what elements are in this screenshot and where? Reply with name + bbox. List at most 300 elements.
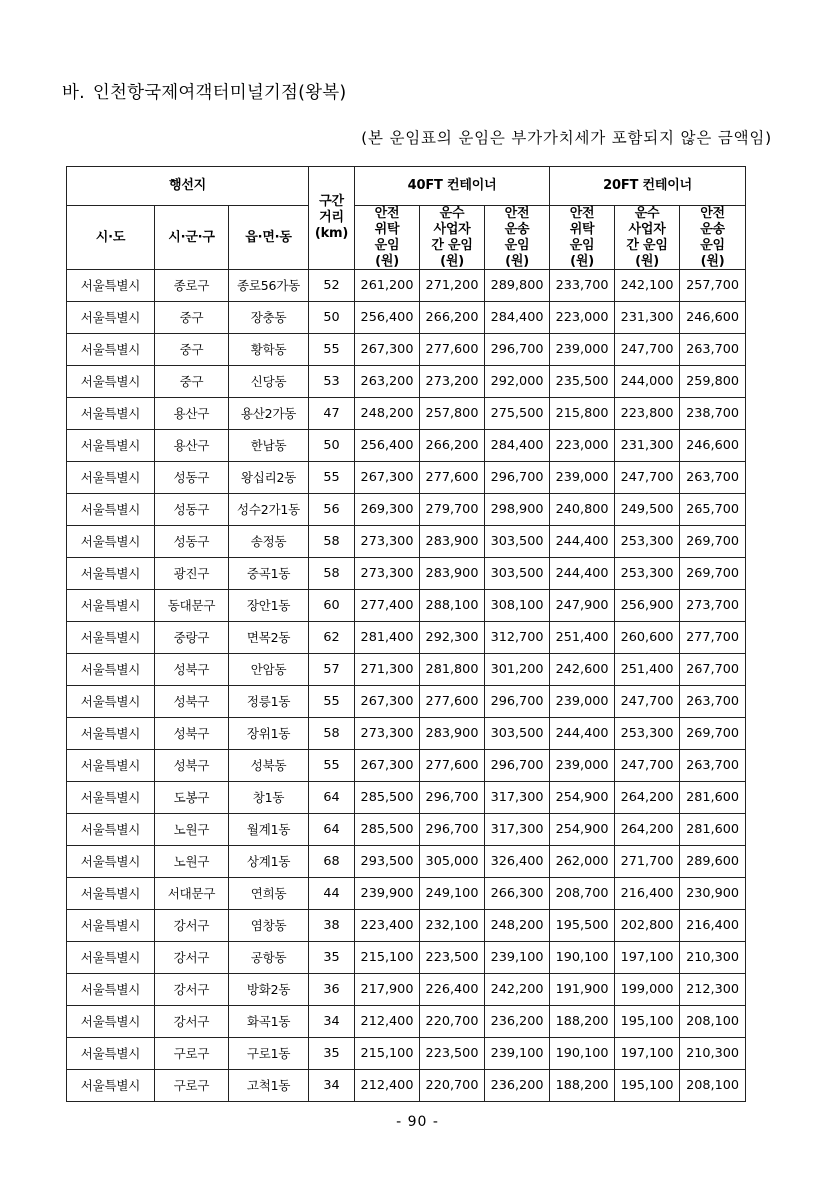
cell-safe-consign-20ft: 242,600 (550, 654, 615, 686)
cell-distance: 38 (309, 910, 355, 942)
cell-sido: 서울특별시 (67, 942, 155, 974)
cell-safe-consign-20ft: 244,400 (550, 558, 615, 590)
header-destination-group: 행선지 (67, 167, 309, 206)
header-carrier-between-fare-40ft (420, 206, 485, 270)
table-row (67, 398, 746, 430)
cell-sigungu: 강서구 (155, 942, 229, 974)
cell-safe-transport-40ft: 239,100 (485, 942, 550, 974)
table-row (67, 846, 746, 878)
cell-carrier-between-20ft: 247,700 (615, 334, 680, 366)
cell-carrier-between-20ft: 202,800 (615, 910, 680, 942)
cell-carrier-between-20ft: 231,300 (615, 430, 680, 462)
cell-carrier-between-40ft: 271,200 (420, 270, 485, 302)
table-row (67, 430, 746, 462)
line: 운임 (569, 237, 595, 253)
cell-safe-transport-20ft: 263,700 (680, 750, 746, 782)
cell-eupmyeondong: 구로1동 (229, 1038, 309, 1070)
line: 운송 (504, 221, 530, 237)
table-row (67, 750, 746, 782)
table-row (67, 814, 746, 846)
cell-sido: 서울특별시 (67, 366, 155, 398)
cell-safe-transport-40ft: 303,500 (485, 558, 550, 590)
cell-sido: 서울특별시 (67, 622, 155, 654)
cell-carrier-between-40ft: 220,700 (420, 1070, 485, 1102)
section-title-text: 인천항국제여객터미널기점(왕복) (92, 83, 347, 103)
line: 운임 (374, 237, 400, 253)
table-body (67, 270, 746, 1102)
cell-distance: 58 (309, 526, 355, 558)
cell-eupmyeondong: 용산2가동 (229, 398, 309, 430)
cell-safe-transport-20ft: 210,300 (680, 942, 746, 974)
cell-safe-transport-20ft: 230,900 (680, 878, 746, 910)
table-row (67, 270, 746, 302)
cell-eupmyeondong: 성북동 (229, 750, 309, 782)
line: 사업자 (433, 221, 471, 237)
cell-safe-transport-40ft: 296,700 (485, 750, 550, 782)
table-row (67, 558, 746, 590)
cell-safe-transport-20ft: 267,700 (680, 654, 746, 686)
cell-safe-consign-40ft: 273,300 (355, 526, 420, 558)
cell-safe-transport-20ft: 238,700 (680, 398, 746, 430)
header-row-group (67, 167, 746, 206)
cell-carrier-between-20ft: 260,600 (615, 622, 680, 654)
cell-sigungu: 노원구 (155, 814, 229, 846)
cell-safe-consign-40ft: 215,100 (355, 942, 420, 974)
cell-safe-consign-20ft: 254,900 (550, 814, 615, 846)
cell-sido: 서울특별시 (67, 1070, 155, 1102)
line: (원) (505, 253, 529, 269)
cell-carrier-between-20ft: 195,100 (615, 1070, 680, 1102)
line: 안전 (504, 206, 530, 221)
cell-safe-consign-40ft: 269,300 (355, 494, 420, 526)
line: 운임 (700, 237, 725, 253)
cell-carrier-between-20ft: 223,800 (615, 398, 680, 430)
table-row (67, 526, 746, 558)
cell-safe-transport-20ft: 289,600 (680, 846, 746, 878)
cell-safe-consign-40ft: 285,500 (355, 782, 420, 814)
cell-carrier-between-20ft: 264,200 (615, 782, 680, 814)
cell-eupmyeondong: 창1동 (229, 782, 309, 814)
cell-sigungu: 중구 (155, 366, 229, 398)
cell-distance: 58 (309, 558, 355, 590)
cell-eupmyeondong: 성수2가1동 (229, 494, 309, 526)
cell-safe-consign-40ft: 267,300 (355, 462, 420, 494)
cell-safe-transport-40ft: 312,700 (485, 622, 550, 654)
table-row (67, 654, 746, 686)
line: (원) (635, 253, 659, 269)
cell-safe-consign-40ft: 281,400 (355, 622, 420, 654)
cell-safe-consign-20ft: 251,400 (550, 622, 615, 654)
cell-sigungu: 성동구 (155, 462, 229, 494)
cell-sigungu: 구로구 (155, 1038, 229, 1070)
cell-safe-transport-40ft: 296,700 (485, 334, 550, 366)
line: 사업자 (628, 221, 666, 237)
cell-carrier-between-40ft: 226,400 (420, 974, 485, 1006)
cell-safe-consign-40ft: 217,900 (355, 974, 420, 1006)
cell-carrier-between-20ft: 216,400 (615, 878, 680, 910)
cell-carrier-between-40ft: 283,900 (420, 718, 485, 750)
cell-carrier-between-40ft: 257,800 (420, 398, 485, 430)
table-row (67, 718, 746, 750)
cell-safe-transport-20ft: 269,700 (680, 558, 746, 590)
table-row (67, 622, 746, 654)
cell-safe-consign-20ft: 239,000 (550, 750, 615, 782)
cell-carrier-between-20ft: 242,100 (615, 270, 680, 302)
cell-safe-transport-20ft: 208,100 (680, 1070, 746, 1102)
cell-sido: 서울특별시 (67, 718, 155, 750)
cell-safe-consign-40ft: 267,300 (355, 686, 420, 718)
cell-sido: 서울특별시 (67, 462, 155, 494)
line: 운수 (439, 206, 465, 221)
cell-eupmyeondong: 신당동 (229, 366, 309, 398)
line: 운임 (504, 237, 530, 253)
cell-safe-transport-40ft: 284,400 (485, 302, 550, 334)
cell-eupmyeondong: 한남동 (229, 430, 309, 462)
cell-sigungu: 성북구 (155, 750, 229, 782)
cell-safe-transport-20ft: 263,700 (680, 334, 746, 366)
cell-carrier-between-20ft: 247,700 (615, 750, 680, 782)
table-row (67, 878, 746, 910)
cell-sido: 서울특별시 (67, 334, 155, 366)
cell-safe-transport-20ft: 257,700 (680, 270, 746, 302)
line: (원) (700, 253, 725, 269)
cell-carrier-between-40ft: 266,200 (420, 430, 485, 462)
cell-eupmyeondong: 장안1동 (229, 590, 309, 622)
cell-eupmyeondong: 월계1동 (229, 814, 309, 846)
cell-safe-consign-40ft: 256,400 (355, 430, 420, 462)
cell-safe-transport-20ft: 277,700 (680, 622, 746, 654)
cell-distance: 55 (309, 750, 355, 782)
cell-eupmyeondong: 연희동 (229, 878, 309, 910)
cell-safe-transport-20ft: 259,800 (680, 366, 746, 398)
cell-sigungu: 광진구 (155, 558, 229, 590)
cell-sido: 서울특별시 (67, 654, 155, 686)
cell-carrier-between-20ft: 195,100 (615, 1006, 680, 1038)
cell-sido: 서울특별시 (67, 590, 155, 622)
cell-sido: 서울특별시 (67, 686, 155, 718)
cell-carrier-between-40ft: 266,200 (420, 302, 485, 334)
cell-eupmyeondong: 장위1동 (229, 718, 309, 750)
cell-carrier-between-20ft: 247,700 (615, 686, 680, 718)
cell-safe-transport-40ft: 239,100 (485, 1038, 550, 1070)
cell-safe-consign-40ft: 239,900 (355, 878, 420, 910)
cell-eupmyeondong: 화곡1동 (229, 1006, 309, 1038)
cell-distance: 57 (309, 654, 355, 686)
tax-note: (본 운임표의 운임은 부가가치세가 포함되지 않은 금액임) (361, 129, 772, 147)
cell-sigungu: 성동구 (155, 526, 229, 558)
cell-carrier-between-20ft: 197,100 (615, 1038, 680, 1070)
table-row (67, 590, 746, 622)
cell-carrier-between-40ft: 296,700 (420, 814, 485, 846)
cell-safe-transport-40ft: 303,500 (485, 526, 550, 558)
cell-safe-transport-20ft: 281,600 (680, 782, 746, 814)
table-header (67, 167, 746, 270)
cell-distance: 60 (309, 590, 355, 622)
header-distance (309, 167, 355, 270)
cell-safe-transport-20ft: 265,700 (680, 494, 746, 526)
cell-safe-consign-20ft: 239,000 (550, 462, 615, 494)
cell-carrier-between-40ft: 277,600 (420, 750, 485, 782)
cell-eupmyeondong: 장충동 (229, 302, 309, 334)
line: (원) (375, 253, 399, 269)
cell-safe-consign-20ft: 239,000 (550, 686, 615, 718)
cell-eupmyeondong: 염창동 (229, 910, 309, 942)
cell-safe-consign-20ft: 190,100 (550, 942, 615, 974)
cell-sido: 서울특별시 (67, 302, 155, 334)
cell-safe-transport-20ft: 246,600 (680, 302, 746, 334)
cell-sigungu: 도봉구 (155, 782, 229, 814)
cell-distance: 68 (309, 846, 355, 878)
cell-sigungu: 노원구 (155, 846, 229, 878)
cell-distance: 58 (309, 718, 355, 750)
cell-distance: 35 (309, 1038, 355, 1070)
table-row (67, 974, 746, 1006)
cell-safe-consign-40ft: 267,300 (355, 750, 420, 782)
cell-safe-transport-20ft: 263,700 (680, 686, 746, 718)
cell-safe-transport-40ft: 296,700 (485, 686, 550, 718)
cell-sido: 서울특별시 (67, 814, 155, 846)
cell-safe-consign-40ft: 271,300 (355, 654, 420, 686)
cell-safe-transport-40ft: 266,300 (485, 878, 550, 910)
table-row (67, 942, 746, 974)
cell-safe-consign-40ft: 212,400 (355, 1070, 420, 1102)
header-sigungu: 시·군·구 (155, 206, 229, 270)
cell-distance: 44 (309, 878, 355, 910)
cell-safe-transport-40ft: 301,200 (485, 654, 550, 686)
fare-table-container (66, 166, 745, 1102)
section-marker: 바. (62, 83, 85, 103)
cell-safe-transport-20ft: 263,700 (680, 462, 746, 494)
cell-carrier-between-40ft: 292,300 (420, 622, 485, 654)
table-row (67, 462, 746, 494)
cell-eupmyeondong: 정릉1동 (229, 686, 309, 718)
cell-sigungu: 성동구 (155, 494, 229, 526)
line: 운송 (700, 221, 725, 237)
cell-carrier-between-40ft: 220,700 (420, 1006, 485, 1038)
cell-sigungu: 강서구 (155, 910, 229, 942)
cell-safe-consign-20ft: 223,000 (550, 430, 615, 462)
cell-sigungu: 중랑구 (155, 622, 229, 654)
cell-sigungu: 용산구 (155, 430, 229, 462)
cell-carrier-between-20ft: 264,200 (615, 814, 680, 846)
cell-sido: 서울특별시 (67, 494, 155, 526)
cell-safe-consign-20ft: 191,900 (550, 974, 615, 1006)
cell-safe-consign-20ft: 190,100 (550, 1038, 615, 1070)
cell-carrier-between-40ft: 305,000 (420, 846, 485, 878)
cell-safe-consign-40ft: 277,400 (355, 590, 420, 622)
table-row (67, 1006, 746, 1038)
cell-sido: 서울특별시 (67, 270, 155, 302)
cell-safe-transport-40ft: 298,900 (485, 494, 550, 526)
header-carrier-between-fare-20ft (615, 206, 680, 270)
cell-safe-consign-40ft: 256,400 (355, 302, 420, 334)
cell-sido: 서울특별시 (67, 974, 155, 1006)
cell-carrier-between-40ft: 223,500 (420, 942, 485, 974)
cell-safe-transport-20ft: 269,700 (680, 718, 746, 750)
cell-carrier-between-40ft: 283,900 (420, 526, 485, 558)
header-eupmyeondong: 읍·면·동 (229, 206, 309, 270)
cell-carrier-between-20ft: 253,300 (615, 718, 680, 750)
header-distance-line3: (km) (314, 226, 349, 242)
cell-carrier-between-20ft: 231,300 (615, 302, 680, 334)
cell-sigungu: 서대문구 (155, 878, 229, 910)
cell-distance: 50 (309, 302, 355, 334)
cell-safe-transport-20ft: 212,300 (680, 974, 746, 1006)
cell-sigungu: 중구 (155, 334, 229, 366)
cell-eupmyeondong: 중곡1동 (229, 558, 309, 590)
table-row (67, 1070, 746, 1102)
cell-carrier-between-40ft: 249,100 (420, 878, 485, 910)
cell-distance: 55 (309, 334, 355, 366)
cell-distance: 53 (309, 366, 355, 398)
cell-safe-transport-40ft: 236,200 (485, 1070, 550, 1102)
cell-safe-consign-20ft: 244,400 (550, 718, 615, 750)
cell-safe-consign-20ft: 233,700 (550, 270, 615, 302)
cell-carrier-between-40ft: 281,800 (420, 654, 485, 686)
table-row (67, 686, 746, 718)
header-row-sub (67, 206, 746, 270)
cell-sigungu: 구로구 (155, 1070, 229, 1102)
cell-carrier-between-40ft: 283,900 (420, 558, 485, 590)
cell-carrier-between-40ft: 277,600 (420, 686, 485, 718)
cell-carrier-between-20ft: 256,900 (615, 590, 680, 622)
cell-safe-transport-40ft: 303,500 (485, 718, 550, 750)
cell-eupmyeondong: 상계1동 (229, 846, 309, 878)
cell-carrier-between-20ft: 251,400 (615, 654, 680, 686)
header-distance-line2: 거리 (319, 210, 344, 226)
cell-eupmyeondong: 안암동 (229, 654, 309, 686)
cell-sigungu: 성북구 (155, 718, 229, 750)
table-row (67, 302, 746, 334)
cell-sido: 서울특별시 (67, 526, 155, 558)
cell-sido: 서울특별시 (67, 1038, 155, 1070)
line: 위탁 (569, 221, 595, 237)
cell-eupmyeondong: 송정동 (229, 526, 309, 558)
header-safe-consign-fare-40ft (355, 206, 420, 270)
cell-safe-transport-40ft: 248,200 (485, 910, 550, 942)
header-safe-transport-fare-40ft (485, 206, 550, 270)
table-row (67, 494, 746, 526)
page-number: - 90 - (396, 1114, 439, 1130)
cell-eupmyeondong: 고척1동 (229, 1070, 309, 1102)
cell-safe-consign-20ft: 235,500 (550, 366, 615, 398)
cell-safe-consign-20ft: 240,800 (550, 494, 615, 526)
cell-sigungu: 성북구 (155, 654, 229, 686)
cell-safe-transport-20ft: 281,600 (680, 814, 746, 846)
cell-safe-transport-40ft: 236,200 (485, 1006, 550, 1038)
cell-safe-transport-40ft: 317,300 (485, 782, 550, 814)
cell-safe-consign-20ft: 254,900 (550, 782, 615, 814)
cell-distance: 62 (309, 622, 355, 654)
cell-distance: 56 (309, 494, 355, 526)
header-container-20ft: 20FT 컨테이너 (550, 167, 746, 206)
cell-carrier-between-40ft: 277,600 (420, 462, 485, 494)
cell-safe-consign-40ft: 267,300 (355, 334, 420, 366)
cell-carrier-between-40ft: 232,100 (420, 910, 485, 942)
line: 안전 (700, 206, 725, 221)
cell-safe-transport-20ft: 210,300 (680, 1038, 746, 1070)
cell-distance: 34 (309, 1070, 355, 1102)
table-row (67, 1038, 746, 1070)
cell-safe-transport-40ft: 296,700 (485, 462, 550, 494)
cell-safe-transport-40ft: 289,800 (485, 270, 550, 302)
line: 위탁 (374, 221, 400, 237)
cell-safe-consign-40ft: 273,300 (355, 718, 420, 750)
cell-safe-transport-40ft: 292,000 (485, 366, 550, 398)
cell-safe-transport-20ft: 269,700 (680, 526, 746, 558)
line: 안전 (569, 206, 595, 221)
cell-carrier-between-40ft: 279,700 (420, 494, 485, 526)
cell-carrier-between-20ft: 247,700 (615, 462, 680, 494)
cell-safe-consign-20ft: 247,900 (550, 590, 615, 622)
cell-safe-transport-20ft: 273,700 (680, 590, 746, 622)
cell-carrier-between-40ft: 288,100 (420, 590, 485, 622)
cell-distance: 55 (309, 462, 355, 494)
cell-sido: 서울특별시 (67, 846, 155, 878)
table-row (67, 334, 746, 366)
cell-distance: 36 (309, 974, 355, 1006)
cell-safe-transport-20ft: 216,400 (680, 910, 746, 942)
cell-distance: 52 (309, 270, 355, 302)
header-distance-line1: 구간 (319, 194, 344, 210)
cell-safe-consign-20ft: 244,400 (550, 526, 615, 558)
cell-carrier-between-40ft: 223,500 (420, 1038, 485, 1070)
cell-distance: 50 (309, 430, 355, 462)
table-row (67, 366, 746, 398)
cell-safe-transport-40ft: 284,400 (485, 430, 550, 462)
cell-carrier-between-40ft: 296,700 (420, 782, 485, 814)
line: 간 운임 (626, 237, 668, 253)
cell-distance: 35 (309, 942, 355, 974)
cell-distance: 34 (309, 1006, 355, 1038)
cell-safe-consign-40ft: 223,400 (355, 910, 420, 942)
cell-safe-consign-20ft: 215,800 (550, 398, 615, 430)
cell-safe-consign-20ft: 223,000 (550, 302, 615, 334)
line: (원) (440, 253, 464, 269)
cell-sido: 서울특별시 (67, 430, 155, 462)
cell-safe-consign-20ft: 195,500 (550, 910, 615, 942)
cell-safe-transport-20ft: 246,600 (680, 430, 746, 462)
cell-carrier-between-20ft: 253,300 (615, 526, 680, 558)
cell-distance: 64 (309, 782, 355, 814)
cell-eupmyeondong: 왕십리2동 (229, 462, 309, 494)
cell-safe-consign-20ft: 188,200 (550, 1070, 615, 1102)
cell-safe-consign-40ft: 285,500 (355, 814, 420, 846)
header-safe-transport-fare-20ft (680, 206, 746, 270)
cell-carrier-between-20ft: 249,500 (615, 494, 680, 526)
cell-carrier-between-40ft: 277,600 (420, 334, 485, 366)
header-container-40ft: 40FT 컨테이너 (355, 167, 550, 206)
header-safe-consign-fare-20ft (550, 206, 615, 270)
cell-safe-transport-40ft: 275,500 (485, 398, 550, 430)
cell-safe-transport-20ft: 208,100 (680, 1006, 746, 1038)
cell-distance: 47 (309, 398, 355, 430)
line: 간 운임 (431, 237, 473, 253)
cell-safe-consign-40ft: 212,400 (355, 1006, 420, 1038)
cell-eupmyeondong: 방화2동 (229, 974, 309, 1006)
cell-safe-consign-20ft: 188,200 (550, 1006, 615, 1038)
cell-safe-consign-40ft: 215,100 (355, 1038, 420, 1070)
cell-carrier-between-20ft: 253,300 (615, 558, 680, 590)
cell-sigungu: 중구 (155, 302, 229, 334)
cell-sigungu: 용산구 (155, 398, 229, 430)
cell-safe-transport-40ft: 317,300 (485, 814, 550, 846)
line: 안전 (374, 206, 400, 221)
cell-carrier-between-20ft: 199,000 (615, 974, 680, 1006)
cell-safe-consign-40ft: 273,300 (355, 558, 420, 590)
cell-safe-transport-40ft: 242,200 (485, 974, 550, 1006)
cell-sigungu: 성북구 (155, 686, 229, 718)
